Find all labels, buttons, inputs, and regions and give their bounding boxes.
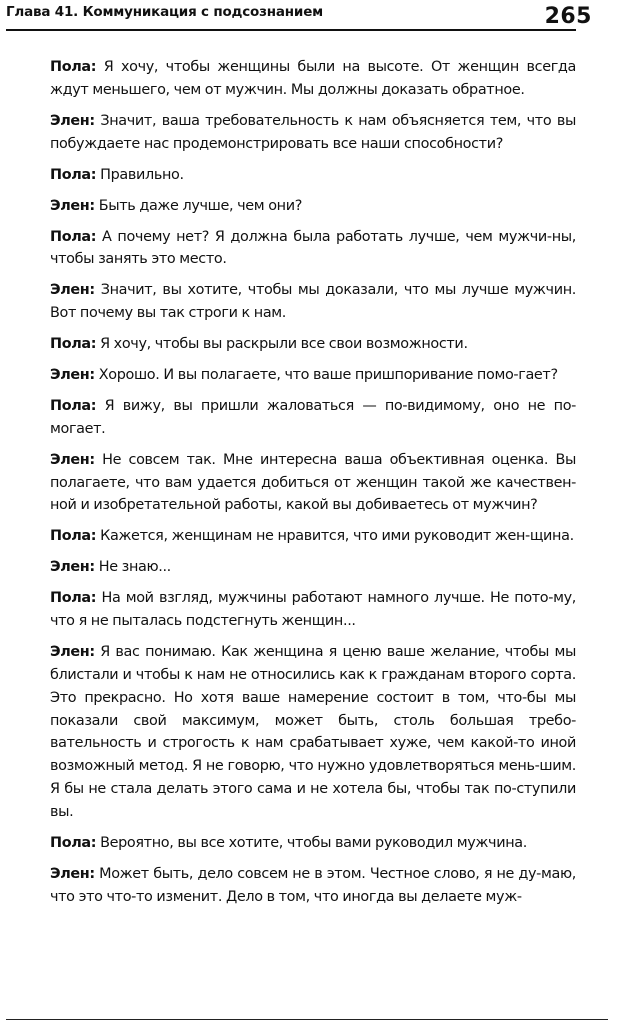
speaker-name: Элен: <box>50 644 95 661</box>
speaker-name: Пола: <box>50 528 97 545</box>
speaker-name: Элен: <box>50 197 95 214</box>
dialogue-paragraph <box>50 556 576 579</box>
dialogue-paragraph <box>50 56 576 102</box>
speech-text: Я вас понимаю. Как женщина я ценю ваше желание, чтобы мы блистали и чтобы к нам не относились как к гражданам второго сорта. Это прекрасно. Но хотя ваше намерение состоит в том, что-бы мы показали свой максимум, может быть, столь большая требо-вательность и строгость к нам срабатывает хуже, чем какой-то иной возможный метод. Я не говорю, что нужно удовлетворяться мень-шим. Я бы не стала делать этого сама и не хотела бы, чтобы так по-ступили вы. <box>50 644 576 820</box>
speech-text: Я хочу, чтобы женщины были на высоте. От женщин всегда ждут меньшего, чем от мужчин. Мы должны доказать обратное. <box>50 59 576 98</box>
dialogue-paragraph <box>50 364 576 387</box>
speech-text: Не совсем так. Мне интересна ваша объективная оценка. Вы полагаете, что вам удается добиться от женщин такой же качествен-ной и изобретательной работы, какой вы добиваетесь от мужчин? <box>50 451 576 514</box>
footer-divider <box>6 1019 608 1020</box>
speaker-name: Элен: <box>50 865 95 882</box>
speech-text: Хорошо. И вы полагаете, что ваше пришпоривание помо-гает? <box>94 367 558 384</box>
speaker-name: Элен: <box>50 112 95 129</box>
speech-text: Кажется, женщинам не нравится, что ими руководит жен-щина. <box>96 528 574 545</box>
dialogue-paragraph <box>50 832 576 855</box>
speech-text: Может быть, дело совсем не в этом. Честное слово, я не ду-маю, что это что-то изменит. Дело в том, что иногда вы делаете муж- <box>50 865 576 905</box>
speech-text: Вероятно, вы все хотите, чтобы вами руководил мужчина. <box>96 834 527 851</box>
dialogue-paragraph <box>50 863 576 909</box>
speech-text: Значит, ваша требовательность к нам объясняется тем, что вы побуждаете нас продемонстрировать все наши способности? <box>50 112 576 152</box>
chapter-title: Глава 41. Коммуникация с подсознанием <box>6 4 323 20</box>
header-divider <box>6 29 576 31</box>
dialogue-paragraph <box>50 226 576 272</box>
dialogue-paragraph <box>50 641 576 823</box>
dialogue-paragraph <box>50 333 576 356</box>
dialogue-paragraph <box>50 395 576 441</box>
dialogue-paragraph <box>50 195 576 218</box>
speaker-name: Пола: <box>50 398 97 415</box>
dialogue-paragraph <box>50 525 576 548</box>
dialogue-paragraph <box>50 110 576 156</box>
speaker-name: Элен: <box>50 451 95 468</box>
speaker-name: Элен: <box>50 367 95 384</box>
dialogue-body <box>50 56 576 917</box>
dialogue-paragraph <box>50 587 576 633</box>
running-header <box>6 4 600 32</box>
speech-text: Я хочу, чтобы вы раскрыли все свои возможности. <box>96 336 468 353</box>
speaker-name: Пола: <box>50 166 97 183</box>
dialogue-paragraph <box>50 279 576 325</box>
speech-text: Правильно. <box>96 166 184 183</box>
page-number: 265 <box>544 4 592 29</box>
speaker-name: Пола: <box>50 59 97 75</box>
speaker-name: Элен: <box>50 559 95 576</box>
speaker-name: Элен: <box>50 282 95 299</box>
speech-text: Значит, вы хотите, чтобы мы доказали, что мы лучше мужчин. Вот почему вы так строги к нам. <box>50 282 576 322</box>
speaker-name: Пола: <box>50 834 97 851</box>
speech-text: На мой взгляд, мужчины работают намного лучше. Не пото-му, что я не пыталась подстегнуть женщин... <box>50 590 576 630</box>
speaker-name: Пола: <box>50 336 97 353</box>
speaker-name: Пола: <box>50 590 97 607</box>
speech-text: Я вижу, вы пришли жаловаться — по-видимому, оно не по-могает. <box>50 398 576 437</box>
speech-text: Быть даже лучше, чем они? <box>94 197 302 214</box>
speaker-name: Пола: <box>50 228 97 245</box>
dialogue-paragraph <box>50 164 576 187</box>
speech-text: А почему нет? Я должна была работать лучше, чем мужчи-ны, чтобы занять это место. <box>50 228 576 268</box>
speech-text: Не знаю... <box>94 559 171 576</box>
dialogue-paragraph <box>50 449 576 517</box>
